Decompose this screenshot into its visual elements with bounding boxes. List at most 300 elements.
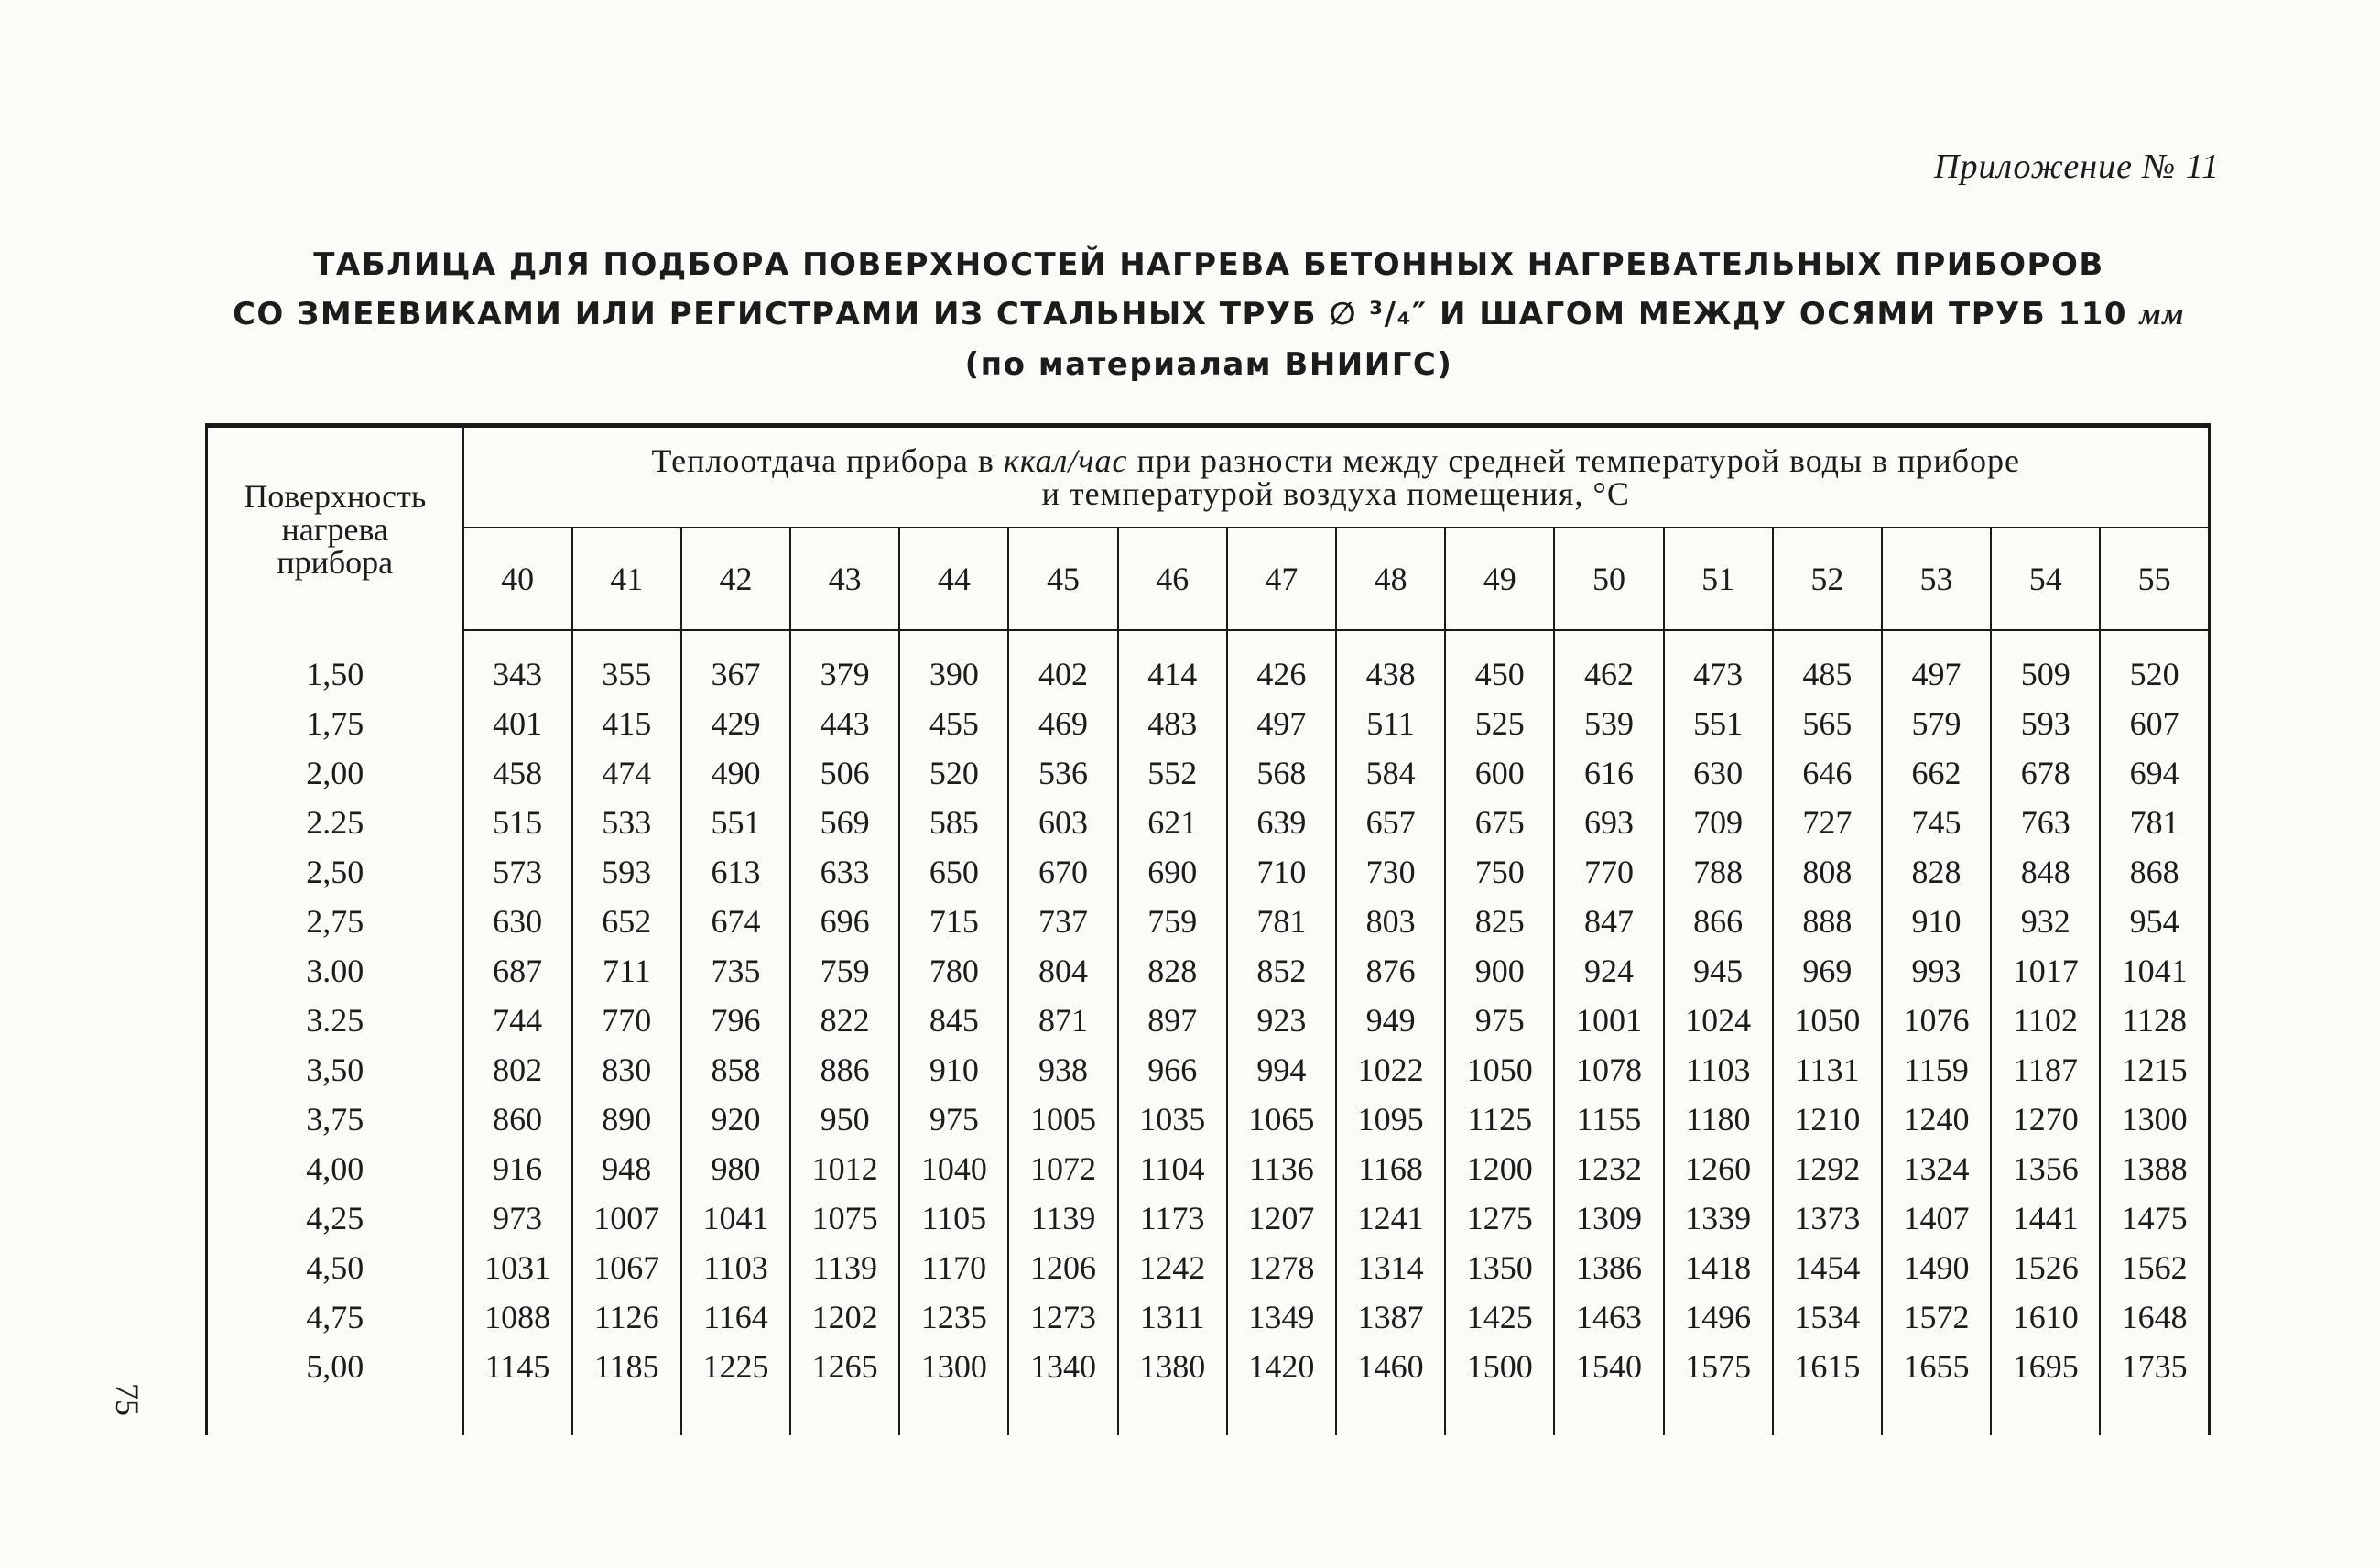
value-cell: 781 [2100, 798, 2209, 847]
value-cell: 1050 [1773, 996, 1882, 1045]
value-cell: 462 [1554, 649, 1663, 699]
value-cell: 533 [572, 798, 681, 847]
value-cell: 923 [1227, 996, 1336, 1045]
document-title [211, 240, 2207, 389]
value-cell: 1210 [1773, 1094, 1882, 1144]
value-cell: 585 [899, 798, 1008, 847]
value-cell: 650 [899, 847, 1008, 897]
value-cell: 770 [572, 996, 681, 1045]
value-cell: 520 [2100, 649, 2209, 699]
spacer-cell [1445, 630, 1554, 649]
value-cell: 910 [1882, 897, 1991, 946]
value-cell: 1125 [1445, 1094, 1554, 1144]
surface-column-header [207, 426, 463, 631]
value-cell: 949 [1336, 996, 1445, 1045]
value-cell: 1128 [2100, 996, 2209, 1045]
spacer-cell [1554, 630, 1663, 649]
value-cell: 1265 [790, 1342, 899, 1391]
value-cell: 569 [790, 798, 899, 847]
value-cell: 1324 [1882, 1144, 1991, 1193]
value-cell: 633 [790, 847, 899, 897]
value-cell: 1041 [2100, 946, 2209, 996]
value-cell: 938 [1008, 1045, 1117, 1094]
value-cell: 593 [572, 847, 681, 897]
value-cell: 390 [899, 649, 1008, 699]
table-row [207, 1292, 2210, 1342]
value-cell: 1273 [1008, 1292, 1117, 1342]
spacer-cell [1008, 630, 1117, 649]
value-cell: 1420 [1227, 1342, 1336, 1391]
value-cell: 1005 [1008, 1094, 1117, 1144]
value-cell: 1067 [572, 1243, 681, 1292]
value-cell: 1164 [681, 1292, 790, 1342]
value-cell: 1001 [1554, 996, 1663, 1045]
title-line-2-unit: мм [2139, 298, 2186, 332]
table-row [207, 1144, 2210, 1193]
surface-cell: 1,50 [207, 649, 463, 699]
spacer-cell [1882, 630, 1991, 649]
surface-cell: 4,50 [207, 1243, 463, 1292]
table-row [207, 748, 2210, 798]
value-cell: 803 [1336, 897, 1445, 946]
value-cell: 1349 [1227, 1292, 1336, 1342]
table-row [207, 897, 2210, 946]
value-cell: 1139 [1008, 1193, 1117, 1243]
value-cell: 804 [1008, 946, 1117, 996]
spacer-cell [463, 630, 572, 649]
spacer-cell [1118, 630, 1227, 649]
value-cell: 515 [493, 804, 543, 841]
temperature-column-header: 45 [1008, 528, 1117, 630]
value-cell: 415 [572, 699, 681, 748]
surface-cell: 3,50 [207, 1045, 463, 1094]
value-cell: 1022 [1336, 1045, 1445, 1094]
value-cell: 980 [681, 1144, 790, 1193]
appendix-label: Приложение № 11 [1934, 147, 2220, 186]
value-cell: 402 [1008, 649, 1117, 699]
spacer-cell [1445, 1391, 1554, 1435]
value-cell: 1575 [1664, 1342, 1773, 1391]
page-number: 75 [109, 1383, 146, 1416]
value-cell: 1131 [1773, 1045, 1882, 1094]
caption-line-1 [464, 444, 2209, 477]
spacer-cell [790, 630, 899, 649]
value-cell: 1418 [1664, 1243, 1773, 1292]
spacer-row [207, 630, 2210, 649]
value-cell: 945 [1664, 946, 1773, 996]
value-cell: 1240 [1882, 1094, 1991, 1144]
value-cell: 1007 [572, 1193, 681, 1243]
value-cell: 1159 [1882, 1045, 1991, 1094]
value-cell: 711 [572, 946, 681, 996]
value-cell: 1648 [2100, 1292, 2209, 1342]
value-cell: 1206 [1008, 1243, 1117, 1292]
value-cell: 509 [1991, 649, 2100, 699]
spacer-cell [681, 630, 790, 649]
spacer-cell [790, 1391, 899, 1435]
value-cell: 474 [572, 748, 681, 798]
value-cell: 1235 [899, 1292, 1008, 1342]
value-cell: 1232 [1554, 1144, 1663, 1193]
value-cell: 458 [493, 755, 543, 791]
value-cell: 745 [1882, 798, 1991, 847]
value-cell: 1024 [1664, 996, 1773, 1045]
value-cell: 737 [1008, 897, 1117, 946]
surface-header-line-2: нагрева [281, 510, 388, 548]
surface-cell: 2,50 [207, 847, 463, 897]
value-cell: 828 [1118, 946, 1227, 996]
value-cell: 584 [1336, 748, 1445, 798]
value-cell: 897 [1118, 996, 1227, 1045]
title-line-2 [211, 289, 2207, 340]
value-cell: 1292 [1773, 1144, 1882, 1193]
value-cell: 1270 [1991, 1094, 2100, 1144]
value-cell: 763 [1991, 798, 2100, 847]
table-row [207, 699, 2210, 748]
value-cell: 525 [1445, 699, 1554, 748]
value-cell: 966 [1118, 1045, 1227, 1094]
value-cell: 450 [1445, 649, 1554, 699]
value-cell: 1314 [1336, 1243, 1445, 1292]
value-cell: 678 [1991, 748, 2100, 798]
value-cell: 932 [1991, 897, 2100, 946]
value-cell: 483 [1118, 699, 1227, 748]
value-cell: 1388 [2100, 1144, 2209, 1193]
surface-cell: 3.25 [207, 996, 463, 1045]
value-cell: 1562 [2100, 1243, 2209, 1292]
value-cell: 657 [1336, 798, 1445, 847]
heat-output-caption [463, 426, 2210, 528]
value-cell: 888 [1773, 897, 1882, 946]
surface-cell: 4,00 [207, 1144, 463, 1193]
value-cell: 536 [1008, 748, 1117, 798]
temperature-column-header: 51 [1664, 528, 1773, 630]
value-cell: 910 [899, 1045, 1008, 1094]
value-cell: 1735 [2100, 1342, 2209, 1391]
value-cell: 511 [1336, 699, 1445, 748]
spacer-cell [1773, 1391, 1882, 1435]
value-cell: 1173 [1118, 1193, 1227, 1243]
value-cell: 630 [493, 903, 543, 940]
value-cell: 796 [681, 996, 790, 1045]
value-cell: 1031 [484, 1249, 551, 1286]
value-cell: 1207 [1227, 1193, 1336, 1243]
spacer-cell [1227, 1391, 1336, 1435]
temperature-column-header: 47 [1227, 528, 1336, 630]
value-cell: 730 [1336, 847, 1445, 897]
value-cell: 1340 [1008, 1342, 1117, 1391]
spacer-cell [899, 630, 1008, 649]
value-cell: 1500 [1445, 1342, 1554, 1391]
table-row [207, 1342, 2210, 1391]
value-cell: 414 [1118, 649, 1227, 699]
value-cell: 993 [1882, 946, 1991, 996]
caption-line-2: и температурой воздуха помещения, °С [1041, 475, 1630, 512]
spacer-cell [681, 1391, 790, 1435]
temperature-column-header: 43 [790, 528, 899, 630]
spacer-cell [1336, 1391, 1445, 1435]
value-cell: 675 [1445, 798, 1554, 847]
table-row [207, 1243, 2210, 1292]
value-cell: 788 [1664, 847, 1773, 897]
caption-part-1: Теплоотдача прибора в [651, 442, 1004, 479]
spacer-cell [572, 630, 681, 649]
value-cell: 975 [1445, 996, 1554, 1045]
value-cell: 950 [790, 1094, 899, 1144]
spacer-cell [1227, 630, 1336, 649]
value-cell: 506 [790, 748, 899, 798]
value-cell: 1136 [1227, 1144, 1336, 1193]
value-cell: 828 [1882, 847, 1991, 897]
surface-cell: 2.25 [207, 798, 463, 847]
value-cell: 696 [790, 897, 899, 946]
value-cell: 1300 [2100, 1094, 2209, 1144]
value-cell: 1075 [790, 1193, 899, 1243]
value-cell: 954 [2100, 897, 2209, 946]
value-cell: 780 [899, 946, 1008, 996]
spacer-cell [1336, 630, 1445, 649]
value-cell: 1300 [899, 1342, 1008, 1391]
value-cell: 858 [681, 1045, 790, 1094]
value-cell: 568 [1227, 748, 1336, 798]
value-cell: 603 [1008, 798, 1117, 847]
temperature-column-header: 52 [1773, 528, 1882, 630]
value-cell: 715 [899, 897, 1008, 946]
value-cell: 426 [1227, 649, 1336, 699]
value-cell: 1463 [1554, 1292, 1663, 1342]
spacer-cell [1991, 630, 2100, 649]
value-cell: 916 [493, 1150, 543, 1187]
value-cell: 1088 [484, 1299, 551, 1335]
value-cell: 1655 [1882, 1342, 1991, 1391]
value-cell: 759 [790, 946, 899, 996]
value-cell: 1095 [1336, 1094, 1445, 1144]
value-cell: 975 [899, 1094, 1008, 1144]
value-cell: 551 [681, 798, 790, 847]
table-row [207, 847, 2210, 897]
value-cell: 1311 [1118, 1292, 1227, 1342]
spacer-cell [1664, 630, 1773, 649]
temperature-column-header: 42 [681, 528, 790, 630]
value-cell: 469 [1008, 699, 1117, 748]
title-line-2-text: СО ЗМЕЕВИКАМИ ИЛИ РЕГИСТРАМИ ИЗ СТАЛЬНЫХ ТРУБ ∅ ³/₄″ И ШАГОМ МЕЖДУ ОСЯМИ ТРУБ 110 [232, 296, 2128, 332]
spacer-cell [1664, 1391, 1773, 1435]
value-cell: 1185 [572, 1342, 681, 1391]
table-row [207, 1045, 2210, 1094]
value-cell: 876 [1336, 946, 1445, 996]
value-cell: 830 [572, 1045, 681, 1094]
value-cell: 1380 [1118, 1342, 1227, 1391]
value-cell: 662 [1882, 748, 1991, 798]
tail-row [207, 1391, 2210, 1435]
table-row [207, 946, 2210, 996]
value-cell: 802 [493, 1051, 543, 1088]
value-cell: 1339 [1664, 1193, 1773, 1243]
value-cell: 438 [1336, 649, 1445, 699]
value-cell: 1102 [1991, 996, 2100, 1045]
value-cell: 1215 [2100, 1045, 2209, 1094]
surface-cell: 3,75 [207, 1094, 463, 1144]
temperature-column-header: 55 [2100, 528, 2209, 630]
value-cell: 1105 [899, 1193, 1008, 1243]
value-cell: 1356 [1991, 1144, 2100, 1193]
spacer-cell [1118, 1391, 1227, 1435]
value-cell: 781 [1227, 897, 1336, 946]
value-cell: 1139 [790, 1243, 899, 1292]
value-cell: 600 [1445, 748, 1554, 798]
value-cell: 710 [1227, 847, 1336, 897]
value-cell: 343 [493, 656, 543, 692]
spacer-cell [1882, 1391, 1991, 1435]
value-cell: 1200 [1445, 1144, 1554, 1193]
table-row [207, 1193, 2210, 1243]
value-cell: 847 [1554, 897, 1663, 946]
value-cell: 490 [681, 748, 790, 798]
value-cell: 1534 [1773, 1292, 1882, 1342]
surface-cell: 2,75 [207, 897, 463, 946]
value-cell: 607 [2100, 699, 2209, 748]
value-cell: 693 [1554, 798, 1663, 847]
value-cell: 1012 [790, 1144, 899, 1193]
value-cell: 1187 [1991, 1045, 2100, 1094]
value-cell: 379 [790, 649, 899, 699]
value-cell: 1275 [1445, 1193, 1554, 1243]
value-cell: 1041 [681, 1193, 790, 1243]
spacer-cell [572, 1391, 681, 1435]
value-cell: 1078 [1554, 1045, 1663, 1094]
value-cell: 1065 [1227, 1094, 1336, 1144]
value-cell: 670 [1008, 847, 1117, 897]
spacer-cell [2100, 630, 2209, 649]
value-cell: 709 [1664, 798, 1773, 847]
value-cell: 1490 [1882, 1243, 1991, 1292]
value-cell: 1540 [1554, 1342, 1663, 1391]
spacer-cell [207, 630, 463, 649]
value-cell: 1407 [1882, 1193, 1991, 1243]
value-cell: 770 [1554, 847, 1663, 897]
value-cell: 1387 [1336, 1292, 1445, 1342]
value-cell: 520 [899, 748, 1008, 798]
surface-cell: 2,00 [207, 748, 463, 798]
value-cell: 652 [572, 897, 681, 946]
temperature-column-header: 53 [1882, 528, 1991, 630]
value-cell: 825 [1445, 897, 1554, 946]
value-cell: 1040 [899, 1144, 1008, 1193]
value-cell: 1572 [1882, 1292, 1991, 1342]
surface-cell: 4,25 [207, 1193, 463, 1243]
value-cell: 687 [493, 953, 543, 989]
table-row [207, 996, 2210, 1045]
value-cell: 694 [2100, 748, 2209, 798]
value-cell: 621 [1118, 798, 1227, 847]
value-cell: 1260 [1664, 1144, 1773, 1193]
value-cell: 808 [1773, 847, 1882, 897]
temperature-column-header: 46 [1118, 528, 1227, 630]
temperature-column-header: 49 [1445, 528, 1554, 630]
value-cell: 860 [493, 1101, 543, 1138]
heat-output-table [205, 423, 2211, 1435]
value-cell: 1496 [1664, 1292, 1773, 1342]
spacer-cell [1554, 1391, 1663, 1435]
value-cell: 1695 [1991, 1342, 2100, 1391]
value-cell: 886 [790, 1045, 899, 1094]
spacer-cell [207, 1391, 463, 1435]
value-cell: 429 [681, 699, 790, 748]
table-row [207, 1094, 2210, 1144]
value-cell: 355 [572, 649, 681, 699]
header-row-1 [207, 426, 2210, 528]
value-cell: 443 [790, 699, 899, 748]
value-cell: 852 [1227, 946, 1336, 996]
value-cell: 1526 [1991, 1243, 2100, 1292]
value-cell: 630 [1664, 748, 1773, 798]
value-cell: 969 [1773, 946, 1882, 996]
value-cell: 485 [1773, 649, 1882, 699]
value-cell: 1072 [1008, 1144, 1117, 1193]
spacer-cell [1008, 1391, 1117, 1435]
value-cell: 920 [681, 1094, 790, 1144]
temperature-header-row [207, 528, 2210, 630]
table-row [207, 798, 2210, 847]
value-cell: 1475 [2100, 1193, 2209, 1243]
value-cell: 674 [681, 897, 790, 946]
value-cell: 497 [1227, 699, 1336, 748]
value-cell: 727 [1773, 798, 1882, 847]
value-cell: 565 [1773, 699, 1882, 748]
spacer-cell [463, 1391, 572, 1435]
value-cell: 848 [1991, 847, 2100, 897]
value-cell: 1017 [1991, 946, 2100, 996]
temperature-column-header: 48 [1336, 528, 1445, 630]
spacer-cell [1773, 630, 1882, 649]
value-cell: 900 [1445, 946, 1554, 996]
value-cell: 552 [1118, 748, 1227, 798]
value-cell: 1225 [681, 1342, 790, 1391]
value-cell: 473 [1664, 649, 1773, 699]
value-cell: 822 [790, 996, 899, 1045]
value-cell: 1168 [1336, 1144, 1445, 1193]
value-cell: 973 [493, 1200, 543, 1236]
value-cell: 1126 [572, 1292, 681, 1342]
caption-part-2: при разности между средней температурой воды в приборе [1127, 442, 2020, 479]
value-cell: 1170 [899, 1243, 1008, 1292]
value-cell: 1350 [1445, 1243, 1554, 1292]
value-cell: 1441 [1991, 1193, 2100, 1243]
temperature-column-header: 50 [1554, 528, 1663, 630]
value-cell: 593 [1991, 699, 2100, 748]
value-cell: 1035 [1118, 1094, 1227, 1144]
value-cell: 1615 [1773, 1342, 1882, 1391]
value-cell: 690 [1118, 847, 1227, 897]
value-cell: 1309 [1554, 1193, 1663, 1243]
value-cell: 871 [1008, 996, 1117, 1045]
temperature-column-header: 40 [463, 528, 572, 630]
value-cell: 573 [493, 854, 543, 890]
value-cell: 1241 [1336, 1193, 1445, 1243]
value-cell: 1454 [1773, 1243, 1882, 1292]
value-cell: 1610 [1991, 1292, 2100, 1342]
value-cell: 579 [1882, 699, 1991, 748]
value-cell: 924 [1554, 946, 1663, 996]
value-cell: 890 [572, 1094, 681, 1144]
value-cell: 616 [1554, 748, 1663, 798]
value-cell: 1278 [1227, 1243, 1336, 1292]
value-cell: 1373 [1773, 1193, 1882, 1243]
value-cell: 613 [681, 847, 790, 897]
value-cell: 1242 [1118, 1243, 1227, 1292]
value-cell: 1103 [1664, 1045, 1773, 1094]
value-cell: 367 [681, 649, 790, 699]
